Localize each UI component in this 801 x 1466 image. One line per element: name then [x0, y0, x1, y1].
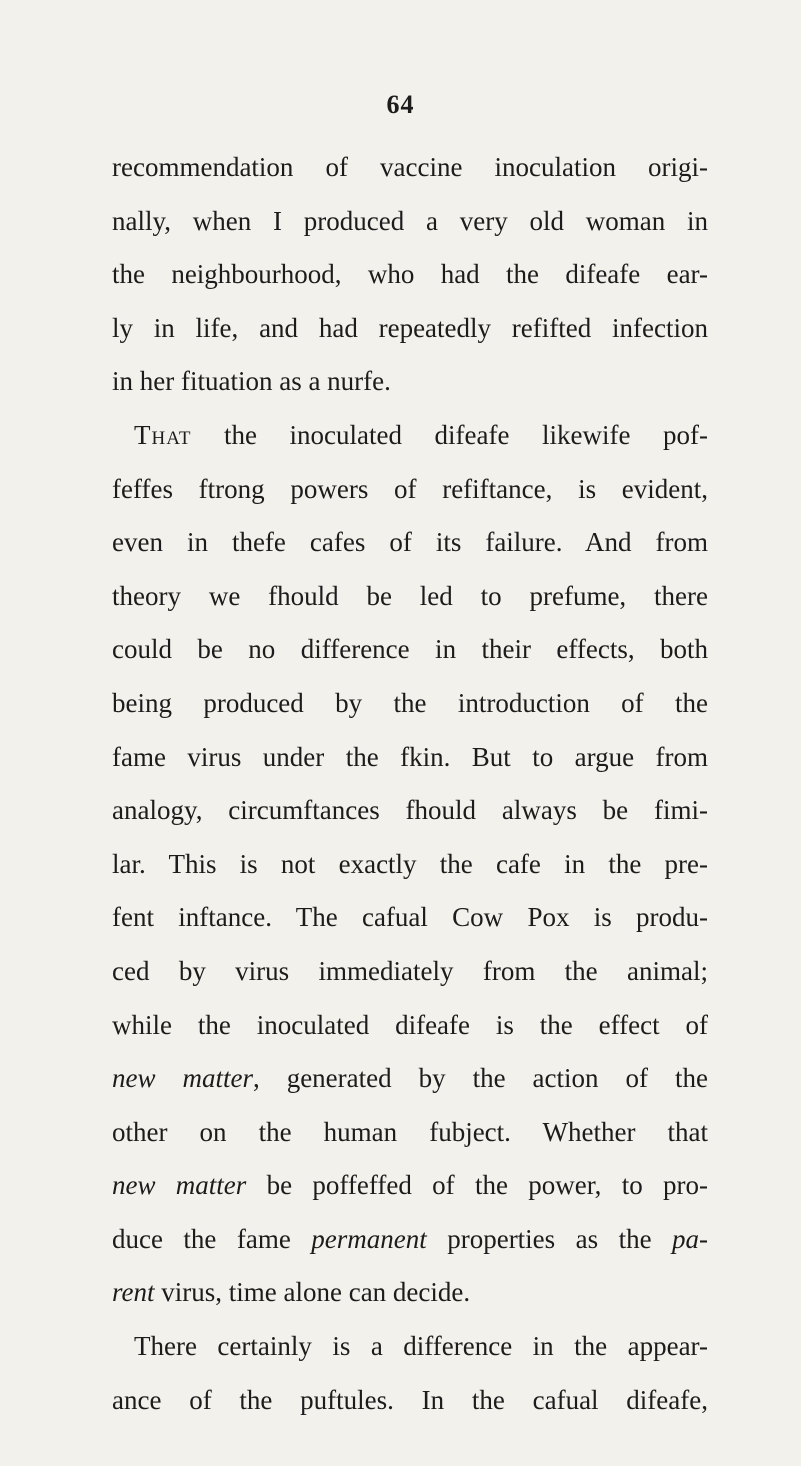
italic-text: rent: [112, 1277, 155, 1308]
text-line: [112, 364, 708, 418]
text-run: lar. This is not exactly the cafe in the pre-: [112, 848, 708, 879]
text-line: [112, 311, 708, 365]
italic-text: permanent: [311, 1223, 427, 1254]
text-run: be poffeffed of the power, to pro-: [246, 1170, 708, 1201]
text-run: fent inftance. The cafual Cow Pox is produ-: [112, 902, 708, 933]
text-line: [112, 793, 708, 847]
italic-text: new matter: [112, 1063, 253, 1094]
text-run: ly in life, and had repeatedly refifted infection: [112, 312, 708, 343]
text-line: [112, 472, 708, 526]
text-run: ced by virus immediately from the animal;: [112, 955, 708, 986]
text-line: [112, 204, 708, 258]
text-line: [112, 847, 708, 901]
text-line: [112, 1008, 708, 1062]
text-run: feffes ftrong powers of refiftance, is evident,: [112, 473, 708, 504]
text-run: virus, time alone can decide.: [154, 1277, 471, 1308]
text-line: [112, 632, 708, 686]
text-run: recommendation of vaccine inoculation origi-: [112, 152, 708, 182]
text-run: There certainly is a difference in the appear-: [134, 1331, 708, 1362]
text-run: ance of the puftules. In the cafual difeafe,: [112, 1384, 708, 1415]
text-line: [112, 686, 708, 740]
text-run: while the inoculated difeafe is the effect of: [112, 1009, 708, 1040]
text-run: in her fituation as a nurfe.: [112, 366, 391, 397]
text-line: [112, 1115, 708, 1169]
text-line: [112, 900, 708, 954]
text-run: analogy, circumftances fhould always be fimi-: [112, 795, 708, 826]
text-run: theory we fhould be led to prefume, there: [112, 580, 708, 611]
text-line: [112, 1275, 708, 1329]
text-line: [112, 150, 708, 204]
page-number: 64: [386, 90, 415, 119]
text-run: even in thefe cafes of its failure. And from: [112, 527, 708, 558]
body-text: [112, 150, 708, 1436]
text-line: [112, 579, 708, 633]
text-run: properties as the: [426, 1223, 673, 1254]
text-run: other on the human fubject. Whether that: [112, 1116, 708, 1147]
text-run: could be no difference in their effects, both: [112, 634, 708, 665]
text-line: [112, 1061, 708, 1115]
italic-text: pa-: [672, 1223, 709, 1254]
text-line: [112, 418, 708, 472]
small-caps-text: That: [134, 419, 192, 450]
text-line: [112, 954, 708, 1008]
text-line: [112, 1329, 708, 1383]
text-line: [112, 257, 708, 311]
text-run: being produced by the introduction of the: [112, 687, 708, 718]
text-line: [112, 1383, 708, 1437]
text-run: nally, when I produced a very old woman in: [112, 205, 708, 236]
text-run: , generated by the action of the: [252, 1063, 708, 1094]
text-line: [112, 1222, 708, 1276]
text-run: duce the fame: [112, 1223, 312, 1254]
text-line: [112, 740, 708, 794]
text-line: [112, 525, 708, 579]
text-run: the inoculated difeafe likewife pof-: [191, 419, 708, 450]
text-line: [112, 1168, 708, 1222]
italic-text: new matter: [112, 1170, 247, 1201]
text-run: fame virus under the fkin. But to argue from: [112, 741, 708, 772]
text-run: the neighbourhood, who had the difeafe ear-: [112, 259, 708, 290]
